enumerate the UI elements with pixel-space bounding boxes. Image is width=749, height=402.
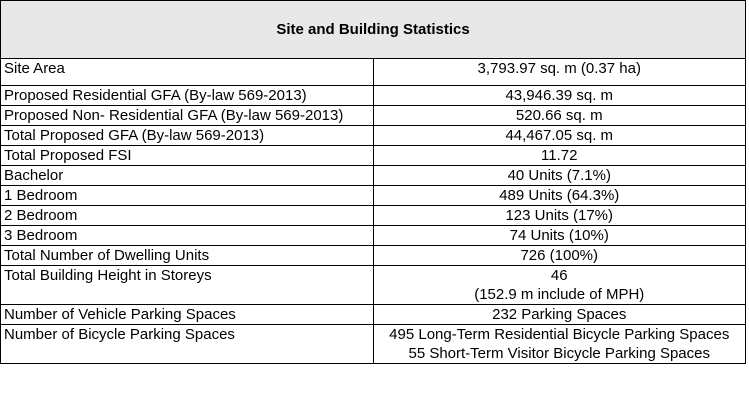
row-value bbox=[373, 325, 746, 364]
table-row bbox=[1, 266, 746, 305]
table-row bbox=[1, 226, 746, 246]
row-value: 74 Units (10%) bbox=[373, 226, 746, 246]
table-row bbox=[1, 59, 746, 86]
table-row bbox=[1, 305, 746, 325]
row-value: 520.66 sq. m bbox=[373, 106, 746, 126]
row-label: Site Area bbox=[1, 59, 374, 86]
row-label: 3 Bedroom bbox=[1, 226, 374, 246]
row-label: 2 Bedroom bbox=[1, 206, 374, 226]
row-label: 1 Bedroom bbox=[1, 186, 374, 206]
row-value-line: 495 Long-Term Residential Bicycle Parking Spaces bbox=[389, 326, 730, 343]
row-value: 489 Units (64.3%) bbox=[373, 186, 746, 206]
row-value: 726 (100%) bbox=[373, 246, 746, 266]
row-label: Number of Bicycle Parking Spaces bbox=[1, 325, 374, 364]
row-value bbox=[373, 266, 746, 305]
table-title-row bbox=[1, 1, 746, 59]
row-value: 11.72 bbox=[373, 146, 746, 166]
row-label: Number of Vehicle Parking Spaces bbox=[1, 305, 374, 325]
table-row bbox=[1, 146, 746, 166]
row-value: 232 Parking Spaces bbox=[373, 305, 746, 325]
row-value-line: 55 Short-Term Visitor Bicycle Parking Spaces bbox=[408, 345, 710, 362]
row-value: 3,793.97 sq. m (0.37 ha) bbox=[373, 59, 746, 86]
row-label: Total Proposed GFA (By-law 569-2013) bbox=[1, 126, 374, 146]
table-title: Site and Building Statistics bbox=[1, 1, 746, 59]
row-value-line: (152.9 m include of MPH) bbox=[474, 286, 645, 303]
row-label: Total Proposed FSI bbox=[1, 146, 374, 166]
row-label: Bachelor bbox=[1, 166, 374, 186]
table-row bbox=[1, 126, 746, 146]
row-label: Total Building Height in Storeys bbox=[1, 266, 374, 305]
row-value-line: 46 bbox=[550, 267, 568, 284]
row-value: 44,467.05 sq. m bbox=[373, 126, 746, 146]
table-row bbox=[1, 246, 746, 266]
row-label: Proposed Non- Residential GFA (By-law 569-2013) bbox=[1, 106, 374, 126]
table-row bbox=[1, 206, 746, 226]
row-value: 43,946.39 sq. m bbox=[373, 86, 746, 106]
row-value: 40 Units (7.1%) bbox=[373, 166, 746, 186]
table-row bbox=[1, 166, 746, 186]
table-row bbox=[1, 325, 746, 364]
row-value: 123 Units (17%) bbox=[373, 206, 746, 226]
table-row bbox=[1, 186, 746, 206]
table-row bbox=[1, 106, 746, 126]
row-label: Proposed Residential GFA (By-law 569-2013) bbox=[1, 86, 374, 106]
table-row bbox=[1, 86, 746, 106]
row-label: Total Number of Dwelling Units bbox=[1, 246, 374, 266]
